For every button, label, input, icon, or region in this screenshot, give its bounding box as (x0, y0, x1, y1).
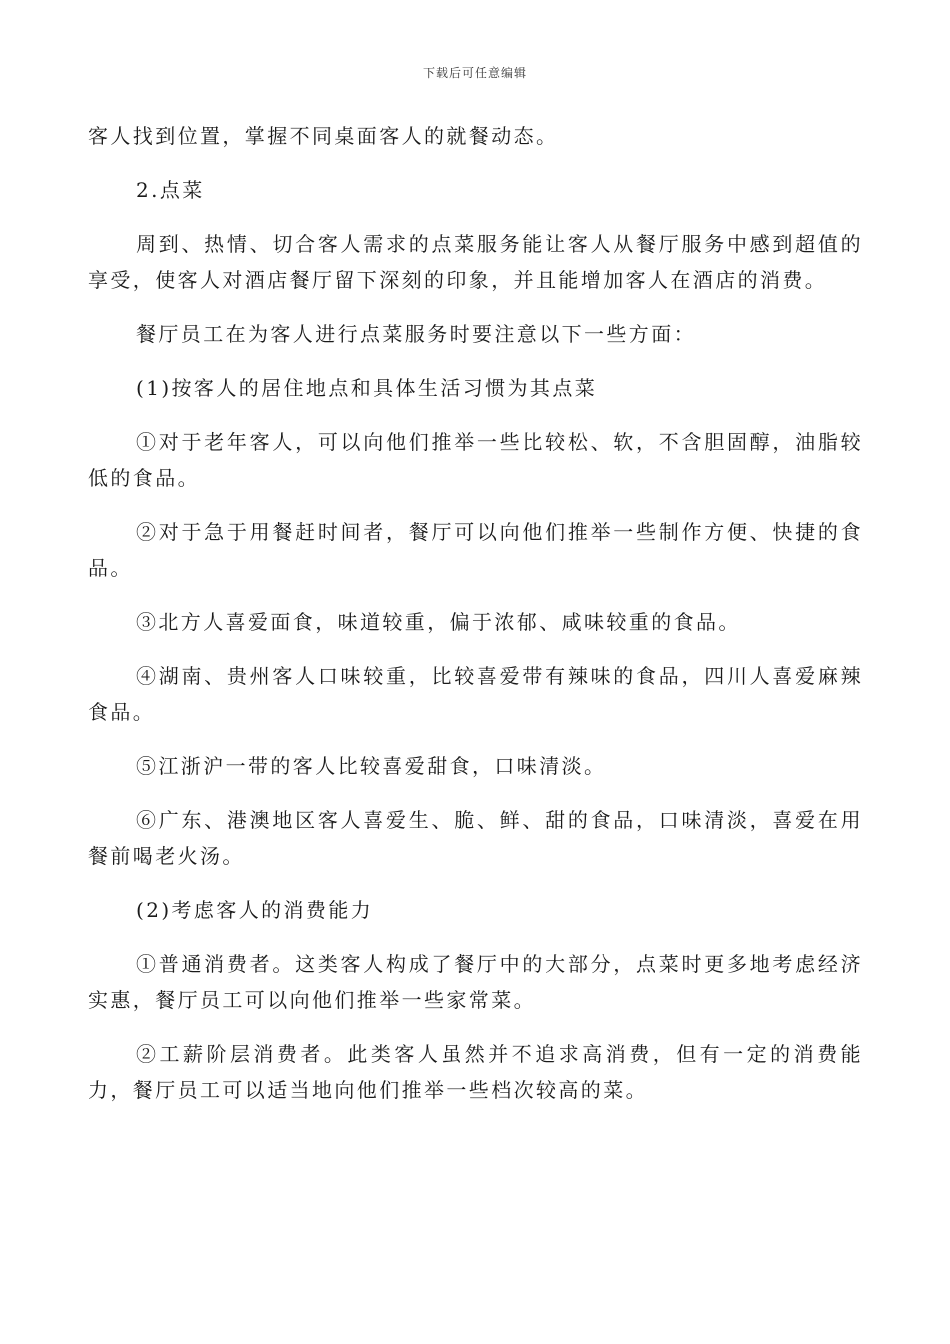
paragraph: 周到、热情、切合客人需求的点菜服务能让客人从餐厅服务中感到超值的享受，使客人对酒店餐厅留下深刻的印象，并且能增加客人在酒店的消费。 (88, 232, 863, 292)
list-item: ③北方人喜爱面食，味道较重，偏于浓郁、咸味较重的食品。 (136, 610, 741, 634)
list-item: ②对于急于用餐赶时间者，餐厅可以向他们推举一些制作方便、快捷的食品。 (88, 520, 863, 580)
page-header: 下载后可任意编辑 (422, 66, 527, 80)
list-item: ②工薪阶层消费者。此类客人虽然并不追求高消费，但有一定的消费能力，餐厅员工可以适当地向他们推举一些档次较高的菜。 (88, 1042, 863, 1102)
list-item: ①对于老年客人，可以向他们推举一些比较松、软，不含胆固醇，油脂较低的食品。 (88, 430, 863, 490)
document-body (88, 118, 863, 1126)
subsection-heading: (2)考虑客人的消费能力 (136, 898, 374, 922)
section-heading: 2.点菜 (136, 178, 205, 202)
list-item: ④湖南、贵州客人口味较重，比较喜爱带有辣味的食品，四川人喜爱麻辣食品。 (88, 664, 863, 724)
list-item: ①普通消费者。这类客人构成了餐厅中的大部分，点菜时更多地考虑经济实惠，餐厅员工可以向他们推举一些家常菜。 (88, 952, 863, 1012)
list-item: ⑥广东、港澳地区客人喜爱生、脆、鲜、甜的食品，口味清淡，喜爱在用餐前喝老火汤。 (88, 808, 863, 868)
paragraph: 客人找到位置，掌握不同桌面客人的就餐动态。 (88, 124, 559, 148)
list-item: ⑤江浙沪一带的客人比较喜爱甜食，口味清淡。 (136, 754, 607, 778)
paragraph: 餐厅员工在为客人进行点菜服务时要注意以下一些方面： (136, 322, 696, 346)
subsection-heading: (1)按客人的居住地点和具体生活习惯为其点菜 (136, 376, 598, 400)
